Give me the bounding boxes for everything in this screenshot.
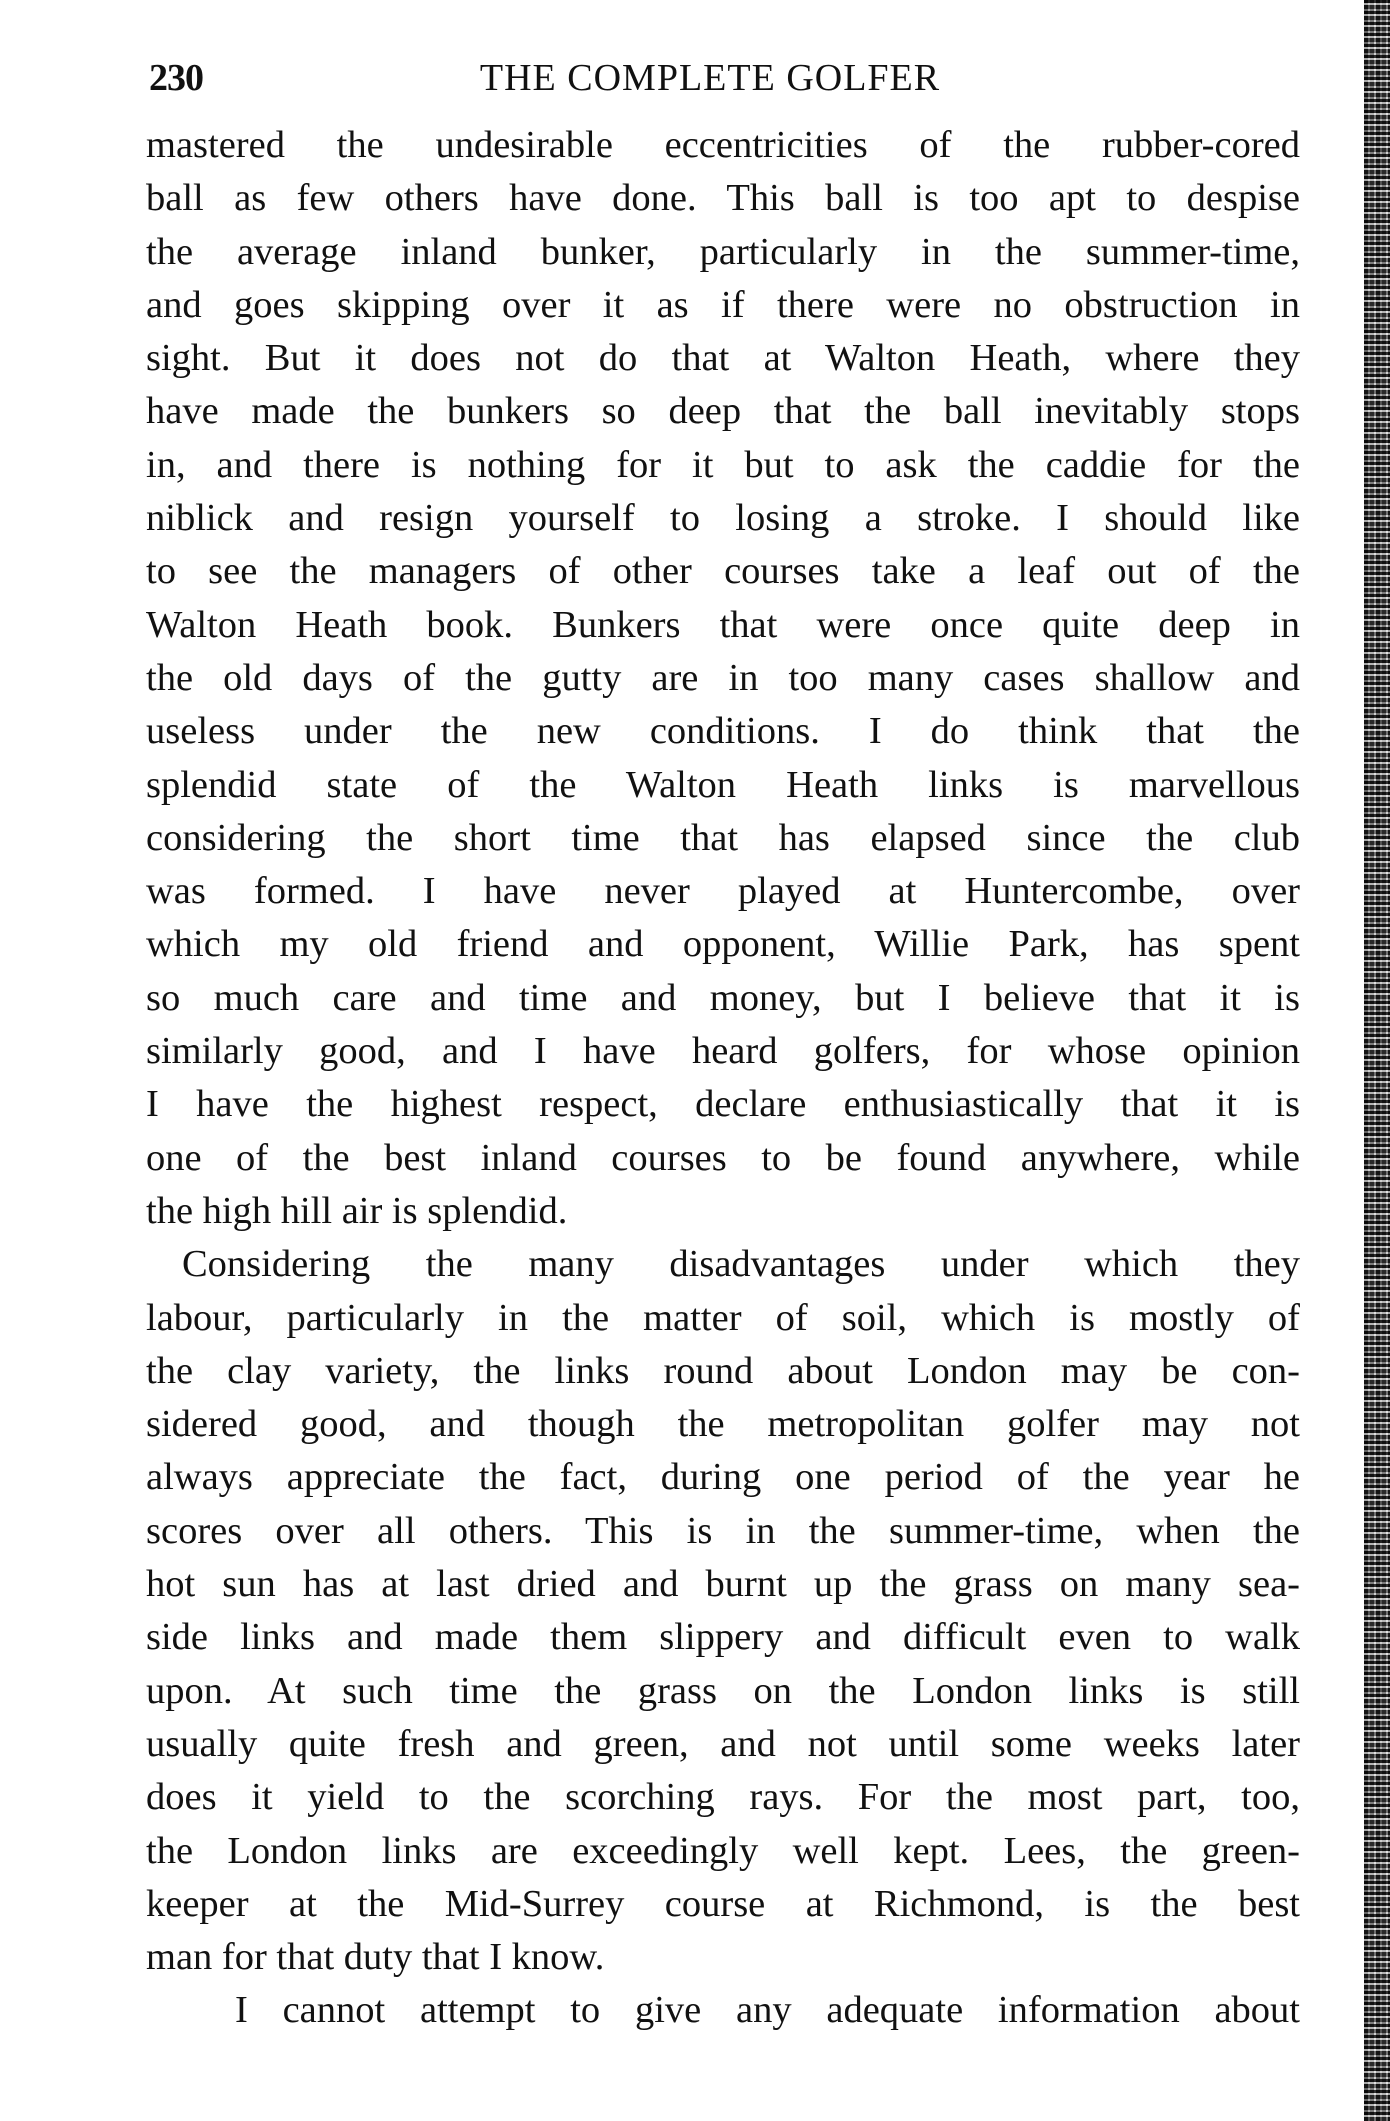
text-line — [146, 972, 1300, 1025]
text-line — [146, 705, 1300, 758]
text-line-content: which my old friend and opponent, Willie Park, has spent — [146, 923, 1300, 966]
text-line — [146, 1558, 1300, 1611]
text-line-content: man for that duty that I know. — [146, 1936, 605, 1979]
text-line-content: so much care and time and money, but I believe that it is — [146, 976, 1300, 1019]
text-line — [146, 1398, 1300, 1451]
text-line — [146, 1665, 1300, 1718]
text-line-content: always appreciate the fact, during one period of the year he — [146, 1456, 1300, 1499]
text-line-content: scores over all others. This is in the summer-time, when the — [146, 1509, 1300, 1552]
text-line — [146, 119, 1300, 172]
text-line — [146, 279, 1300, 332]
text-line-content: side links and made them slippery and difficult even to walk — [146, 1616, 1300, 1659]
text-line-content: to see the managers of other courses take a leaf out of the — [146, 550, 1300, 593]
text-line-content: useless under the new conditions. I do think that the — [146, 710, 1300, 753]
text-line — [146, 172, 1300, 225]
text-line-content: I cannot attempt to give any adequate information about — [235, 1989, 1300, 2032]
text-line-content: niblick and resign yourself to losing a stroke. I should like — [146, 497, 1300, 540]
text-line-content: similarly good, and I have heard golfers, for whose opinion — [146, 1030, 1300, 1073]
text-line — [146, 1984, 1300, 2037]
text-line — [146, 385, 1300, 438]
text-line — [146, 1185, 1300, 1238]
text-line — [146, 918, 1300, 971]
text-line-content: the average inland bunker, particularly in the summer-time, — [146, 230, 1300, 273]
text-line — [146, 439, 1300, 492]
text-line-content: have made the bunkers so deep that the ball inevitably stops — [146, 390, 1300, 433]
text-line-content: considering the short time that has elapsed since the club — [146, 816, 1300, 859]
text-line — [146, 759, 1300, 812]
text-line-content: labour, particularly in the matter of soil, which is mostly of — [146, 1296, 1300, 1339]
text-line — [146, 1238, 1300, 1291]
text-line — [146, 1611, 1300, 1664]
text-line-content: usually quite fresh and green, and not until some weeks later — [146, 1722, 1300, 1765]
text-line-content: sight. But it does not do that at Walton Heath, where they — [146, 337, 1300, 380]
text-line — [146, 1825, 1300, 1878]
scan-edge-shadow — [1364, 0, 1390, 2121]
text-line — [146, 599, 1300, 652]
text-line-content: hot sun has at last dried and burnt up the grass on many sea- — [146, 1563, 1300, 1606]
text-line-content: the clay variety, the links round about London may be con- — [146, 1349, 1300, 1392]
text-line — [146, 332, 1300, 385]
text-line — [146, 1451, 1300, 1504]
text-line-content: the London links are exceedingly well kept. Lees, the green- — [146, 1829, 1300, 1872]
text-line — [146, 1505, 1300, 1558]
text-line — [146, 1878, 1300, 1931]
text-line-content: was formed. I have never played at Huntercombe, over — [146, 870, 1300, 913]
text-line — [146, 1025, 1300, 1078]
running-title: THE COMPLETE GOLFER — [479, 57, 941, 99]
text-line — [146, 545, 1300, 598]
text-line — [146, 1931, 1300, 1984]
text-line-content: Considering the many disadvantages under which they — [182, 1243, 1300, 1286]
text-line-content: the high hill air is splendid. — [146, 1189, 568, 1232]
text-line-content: one of the best inland courses to be found anywhere, while — [146, 1136, 1300, 1179]
text-line-content: in, and there is nothing for it but to ask the caddie for the — [146, 443, 1300, 486]
text-line — [146, 865, 1300, 918]
text-line — [146, 1078, 1300, 1131]
text-line — [146, 1771, 1300, 1824]
text-line-content: upon. At such time the grass on the London links is still — [146, 1669, 1300, 1712]
body-text — [146, 119, 1300, 2038]
text-line-content: ball as few others have done. This ball is too apt to despise — [146, 177, 1300, 220]
text-line — [146, 1292, 1300, 1345]
text-line-content: keeper at the Mid-Surrey course at Richmond, is the best — [146, 1882, 1300, 1925]
text-line-content: mastered the undesirable eccentricities of the rubber-cored — [146, 124, 1300, 166]
text-line — [146, 812, 1300, 865]
text-line — [146, 652, 1300, 705]
text-line-content: splendid state of the Walton Heath links is marvellous — [146, 763, 1300, 806]
text-line-content: does it yield to the scorching rays. For the most part, too, — [146, 1776, 1300, 1819]
text-line-content: I have the highest respect, declare enthusiastically that it is — [146, 1083, 1300, 1126]
page-number: 230 — [149, 57, 203, 99]
text-line-content: sidered good, and though the metropolitan golfer may not — [146, 1403, 1300, 1446]
text-line — [146, 1132, 1300, 1185]
text-line — [146, 492, 1300, 545]
text-line — [146, 1345, 1300, 1398]
text-line-content: the old days of the gutty are in too many cases shallow and — [146, 656, 1300, 699]
text-line — [146, 1718, 1300, 1771]
text-line-content: and goes skipping over it as if there were no obstruction in — [146, 283, 1300, 326]
text-line-content: Walton Heath book. Bunkers that were once quite deep in — [146, 603, 1300, 646]
text-line — [146, 226, 1300, 279]
